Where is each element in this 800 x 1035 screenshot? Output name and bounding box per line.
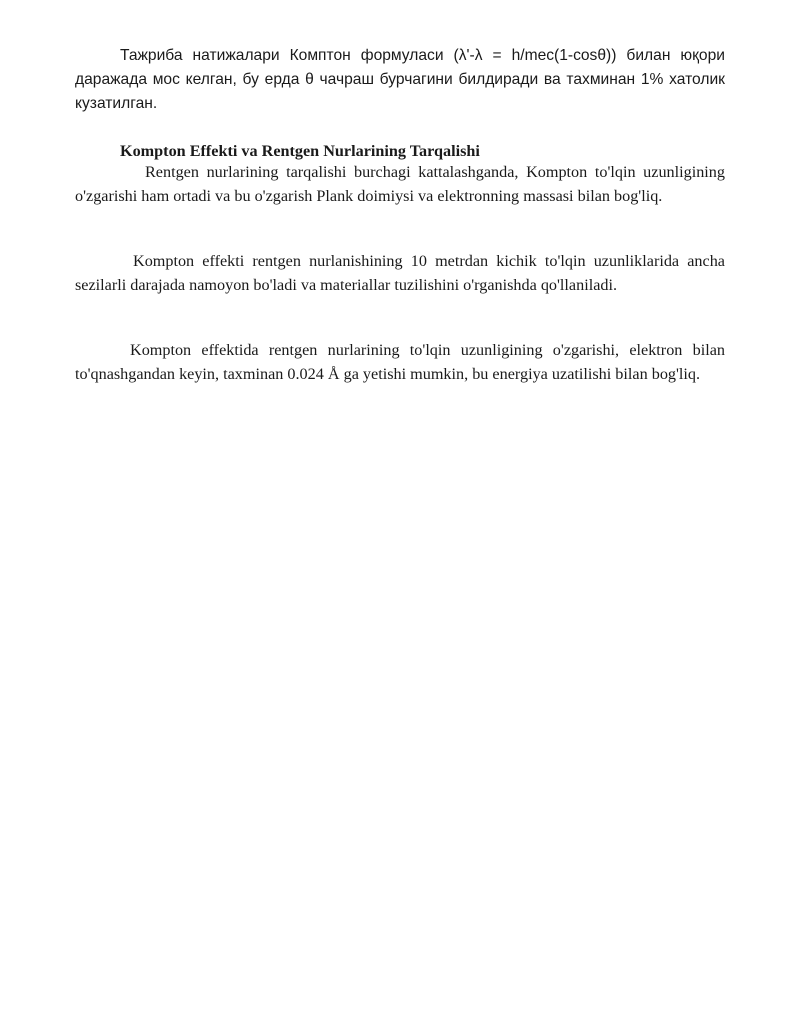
- body-paragraph: Rentgen nurlarining tarqalishi burchagi kattalashganda, Kompton to'lqin uzunligining o'zgarishi ham ortadi va bu o'zgarish Plank doimiysi va elektronning massasi bilan bog'liq.: [75, 163, 725, 205]
- section-heading: Kompton Effekti va Rentgen Nurlarining Tarqalishi: [120, 142, 480, 160]
- intro-paragraph: Тажриба натижалари Комптон формуласи (λ'-λ = h/mec(1-cosθ)) билан юқори даражада мос келган, бу ерда θ чачраш бурчагини билдиради ва тахминан 1% хатолик кузатилган.: [75, 47, 725, 112]
- body-paragraph: Kompton effekti rentgen nurlanishining 10 metrdan kichik to'lqin uzunliklarida ancha sezilarli darajada namoyon bo'ladi va materiallar tuzilishini o'rganishda qo'llaniladi.: [75, 252, 725, 294]
- body-paragraph: Kompton effektida rentgen nurlarining to'lqin uzunligining o'zgarishi, elektron bilan to'qnashgandan keyin, taxminan 0.024 Å ga yetishi mumkin, bu energiya uzatilishi bilan bog'liq.: [75, 341, 725, 383]
